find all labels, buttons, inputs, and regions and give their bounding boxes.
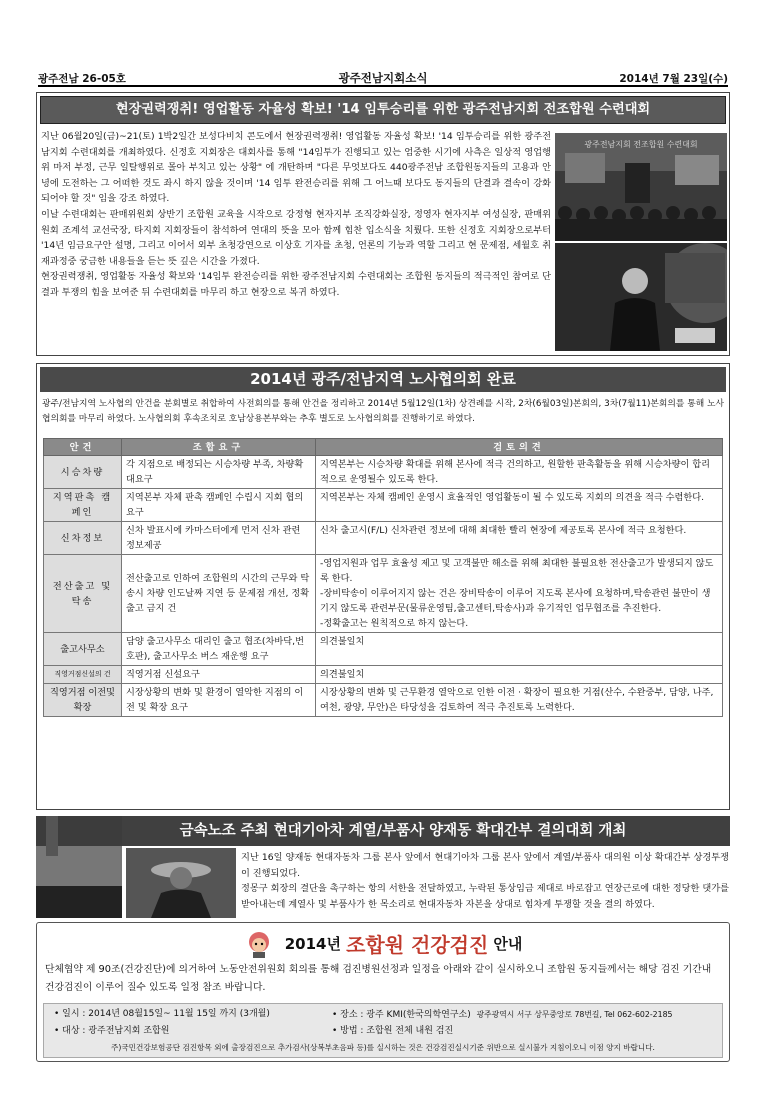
- health-place: [332, 1007, 673, 1023]
- article-labor-council: [36, 363, 730, 810]
- article-body: [241, 850, 729, 912]
- article-training-event: [36, 92, 730, 356]
- photo-training-hall: [555, 133, 727, 241]
- article-title-bar: [40, 367, 726, 392]
- health-target: • 대상 : 광주전남지회 조합원: [54, 1026, 170, 1036]
- issue-date: 2014년 7월 23일(수): [619, 73, 728, 85]
- health-title-suffix: 안내: [493, 935, 523, 953]
- col-header-review: 검토의견: [316, 439, 723, 456]
- table-row: [44, 633, 723, 666]
- health-place-detail: 광주광역시 서구 상무중앙로 78번길, Tel 062-602-2185: [476, 1010, 673, 1019]
- row-review: 시장상황의 변화 및 근무환경 열악으로 인한 이전 · 확장이 필요한 거점(산수, 수완중부, 담양, 나주, 여천, 광양, 무안)은 타당성을 검토하여 적극 추진토록 노력한다.: [316, 684, 723, 717]
- article-title: 금속노조 주최 현대기아차 계열/부품사 양재동 확대간부 결의대회 개최: [179, 823, 627, 839]
- review-point: -영업지원과 업무 효율성 제고 및 고객불만 해소를 위해 최대한 불필요한 전산출고가 발생되지 않도록 한다.: [320, 558, 714, 584]
- col-header-item: 안건: [44, 439, 122, 456]
- row-review: [316, 555, 723, 633]
- row-item: 직영거점신설의 건: [44, 666, 122, 684]
- photo-rally-left-image: [36, 816, 122, 918]
- council-table: [43, 438, 723, 717]
- row-request: 전산출고로 인하여 조합원의 시간의 근무와 탁송시 차량 인도날짜 지연 등 문제점 개선, 정확 출고 금지 건: [122, 555, 316, 633]
- row-review: 의견불일치: [316, 666, 723, 684]
- row-item: 시승차량: [44, 456, 122, 489]
- table-header-row: [44, 439, 723, 456]
- health-details: [43, 1003, 723, 1058]
- article-body: [41, 129, 551, 301]
- row-item: 지역판촉 캠페인: [44, 489, 122, 522]
- article-paragraph: 현장권력쟁취, 영업활동 자율성 확보와 '14임투 완전승리를 위한 광주전남지회 수련대회는 조합원 동지들의 적극적인 참여로 단결과 투쟁의 힘을 보여준 뒤 수련대회를 마무리 하고 현장으로 복귀 하였다.: [41, 271, 551, 298]
- council-table-wrap: [43, 438, 723, 717]
- table-row: [44, 666, 723, 684]
- row-item: 출고사무소: [44, 633, 122, 666]
- row-request: 직영거점 신설요구: [122, 666, 316, 684]
- article-paragraph: 이날 수련대회는 판매위원회 상반기 조합원 교육을 시작으로 강정형 현자지부 조직강화실장, 정영자 현자지부 여성실장, 판매위원회 조계석 교선국장, 타지회 지회장들이 참석하여 연대의 뜻을 모아 함께 힘찬 입소식을 치뤘다. 또한 신정호 지회장으로부터 '14년 임금요구안 설명, 그리고 이어서 외부 초청강연으로 이상호 기자를 초청, 언론의 기능과 역할 그리고 현 문제점, 세월호 취재과정중 궁금한 내용들을 듣는 뜻 깊은 시간을 가졌다.: [41, 208, 551, 267]
- photo-hall-image: [555, 133, 727, 241]
- review-point: -정확출고는 원칙적으로 하지 않는다.: [320, 618, 469, 629]
- photo-banner-text: 광주전남지회 전조합원 수련대회: [584, 140, 698, 149]
- photo-rally-left: [36, 816, 122, 918]
- health-title-main: 조합원 건강검진: [346, 933, 489, 957]
- row-review: 신차 출고시(F/L) 신차관련 정보에 대해 최대한 빨리 현장에 제공토록 본사에 적극 요청한다.: [316, 522, 723, 555]
- health-method: • 방법 : 조합원 전체 내원 검진: [332, 1026, 454, 1036]
- health-body: 단체협약 제 90조(건강진단)에 의거하여 노동안전위원회 회의를 통해 검진병원선정과 일정을 아래와 같이 실시하오니 조합원 동지들께서는 해당 검진 기간내 건강검진이 이루어 질수 있도록 일정 참조 바랍니다.: [45, 964, 712, 993]
- review-point: -장비탁송이 이루어지지 않는 건은 장비탁송이 이루어 지도록 본사에 요청하며,탁송관련 불만이 생기지 않도록 관련부문(물류운영팀,출고센터,탁송사)과 유기적인 업무협조를 추진한다.: [320, 588, 711, 614]
- table-row: [44, 489, 723, 522]
- page-header: [38, 71, 728, 87]
- health-title-year: 2014년: [284, 935, 341, 953]
- issue-number: 광주전남 26-05호: [38, 73, 126, 85]
- table-row: [44, 456, 723, 489]
- article-title-bar: [40, 96, 726, 124]
- row-request: 담양 출고사무소 대리인 출고 협조(차바닥,번호판), 출고사무소 버스 재운행 요구: [122, 633, 316, 666]
- row-request: 지역본부 자체 판촉 캠페인 수립시 지회 협의 요구: [122, 489, 316, 522]
- photo-speaker: [555, 243, 727, 351]
- article-title-bar: [36, 816, 730, 846]
- article-title: 현장권력쟁취! 영업활동 자율성 확보! '14 임투승리를 위한 광주전남지회 전조합원 수련대회: [115, 102, 651, 117]
- article-rally: [36, 816, 730, 918]
- table-row: [44, 684, 723, 717]
- row-request: 각 지점으로 배정되는 시승차량 부족, 차량확대요구: [122, 456, 316, 489]
- row-review: 의견불일치: [316, 633, 723, 666]
- row-request: 시장상황의 변화 및 환경이 열악한 지점의 이전 및 확장 요구: [122, 684, 316, 717]
- row-item: 전산출고 및 탁송: [44, 555, 122, 633]
- article-paragraph: 지난 06월20일(금)~21(토) 1박2일간 보성다비치 콘도에서 현장권력쟁취! 영업활동 자율성 확보! '14 임투승리를 위한 광주전남지회 수련대회를 개최하였다. 신정호 지회장은 대회사를 통해 "14임투가 진행되고 있는 엄중한 시기에 사측은 일상적 영업행위 마저 부정, 근무 일탈행위로 몰아 부치고 있는 상황" 에 개탄하며 "다른 무엇보다도 440광주전남 조합원동지들의 고용과 안녕에 도전하는 그 어떠한 것도 좌시 하지 않을 것이며 '14 임투 완전승리를 위해 그 어느때 보다도 동지들의 단결과 결속이 강화 되어야 할 것" 임을 강조 하였다.: [41, 131, 551, 205]
- row-request: 신차 발표시에 카마스터에게 먼저 신차 관련 정보제공: [122, 522, 316, 555]
- health-date: • 일시 : 2014년 08월15일~ 11월 15일 까지 (3개월): [54, 1009, 270, 1019]
- article-paragraph: 지난 16일 양재동 현대자동차 그룹 본사 앞에서 현대기아차 그룹 본사 앞에서 계열/부품사 대의원 이상 확대간부 상경투쟁이 진행되었다.: [241, 852, 729, 879]
- health-note: 주)국민건강보험공단 검진항목 외에 출장검진으로 추가검사(상복부초음파 등)를 실시하는 것은 건강검진실시기준 위반으로 실시불가 지침이오니 이점 양지 바랍니다.: [111, 1043, 655, 1052]
- row-review: 지역본부는 자체 캠페인 운영시 효율적인 영업활동이 될 수 있도록 지회의 의견을 적극 수렴한다.: [316, 489, 723, 522]
- row-review: 지역본부는 시승차량 확대를 위해 본사에 적극 건의하고, 원할한 판촉활동을 위해 시승차량이 합리적으로 운영될수 있도록 한다.: [316, 456, 723, 489]
- health-place-label: • 장소 : 광주 KMI(한국의학연구소): [332, 1010, 471, 1020]
- col-header-request: 조합요구: [122, 439, 316, 456]
- table-row: [44, 522, 723, 555]
- row-item: 직영거점 이전및확장: [44, 684, 122, 717]
- article-intro: 광주/전남지역 노사협의 안건을 분회별로 취합하여 사전회의를 통해 안건을 정리하고 2014년 5월12일(1차) 상견례를 시작, 2차(6월03일)본회의, 3차(7월11)본회의를 통해 노사협의회를 마무리 하였다. 노사협의회 후속조치로 호남상용본부와는 추후 별도로 노사협의회를 진행하기로 하였다.: [42, 399, 724, 424]
- photo-speaker-image: [555, 243, 727, 351]
- newsletter-name: 광주전남지회소식: [338, 71, 428, 85]
- photo-rally-person: [126, 848, 236, 918]
- health-title: [37, 929, 729, 958]
- mascot-icon: [244, 930, 274, 958]
- table-row: [44, 555, 723, 633]
- row-item: 신차정보: [44, 522, 122, 555]
- photo-rally-person-image: [126, 848, 236, 918]
- article-paragraph: 정몽구 회장의 결단을 촉구하는 항의 서한을 전달하였고, 누락된 통상임금 제대로 바로잡고 연장근로에 대한 정당한 댓가를 받아내는데 계열사 및 부품사가 한 목소리로 현대자동차 자본을 상대로 힘차게 투쟁할 것을 결의 하였다.: [241, 883, 729, 910]
- article-health-check: [36, 922, 730, 1062]
- article-title: 2014년 광주/전남지역 노사협의회 완료: [250, 370, 516, 388]
